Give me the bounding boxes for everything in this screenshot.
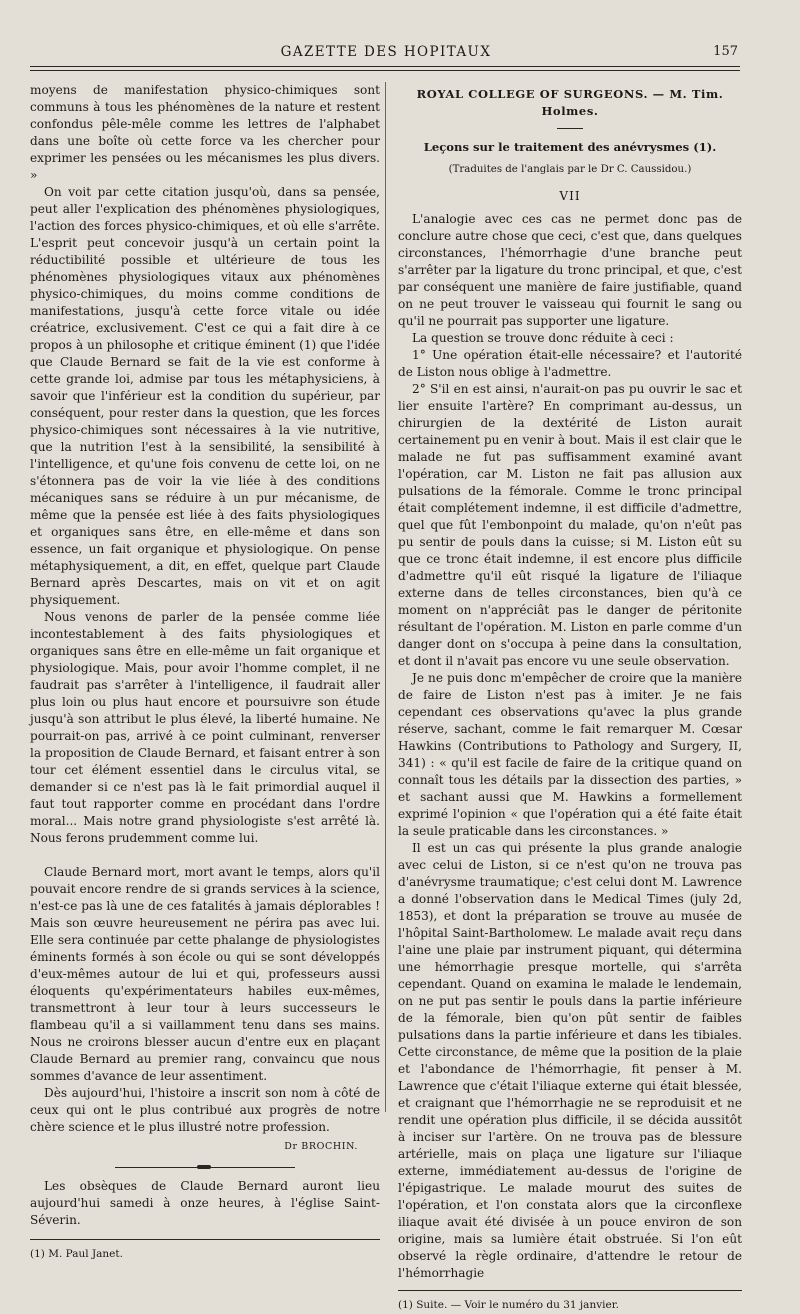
paragraph: Il est un cas qui présente la plus grande analogie avec celui de Liston, si ce n'est qu'on ne trouva pas d'anévrysme traumatique; c'est celui dont M. Lawrence a donné l'observation dans le Medical Times (july 2d, 1853), et dont la préparation se trouve au musée de l'hôpital Saint-Bartholomew. Le malade avait reçu dans l'aine une plaie par instrument piquant, qui détermina une hémorrhagie presque mortelle, qui s'arrêta cependant. Quand on examina le malade le lendemain, on ne put pas sentir le pouls dans la partie inférieure de la fémorale, bien qu'on pût sentir de faibles pulsations dans la partie inférieure et dans les tibiales. Cette circonstance, de même que la position de la plaie et l'abondance de l'hémorrhagie, fit penser à M. Lawrence que c'était l'iliaque externe qui était blessée, et craignant que l'hémorrhagie ne se reproduisit et ne rendit une opération plus difficile, il se décida aussitôt à inciser sur l'artère. On ne trouva pas de blessure artérielle, mais on plaça une ligature sur l'iliaque externe, immédiatement au-dessus de l'origine de l'épigastrique. Le malade mourut des suites de l'opération, et l'on constata alors que la circonflexe iliaque avait été divisée à un pouce environ de son origine, mais sa lumière était obstruée. Si l'on eût observé la règle ordinaire, d'attendre le retour de l'hémorrhagie [398,841,742,1280]
header-rule-thin [30,70,740,71]
paragraph: moyens de manifestation physico-chimiques sont communs à tous les phénomènes de la nature et restent confondus pêle-mêle comme les lettres de l'alphabet dans une boîte où cette force va les chercher pour exprimer les pensées ou les mécanismes les plus divers. » [30,83,380,182]
journal-title: GAZETTE DES HOPITAUX [280,44,492,60]
footnote-rule [398,1290,742,1291]
paragraph: L'analogie avec ces cas ne permet donc pas de conclure autre chose que ceci, c'est que, dans quelques circonstances, l'hémorrhagie d'une branche peut s'arrêter par la ligature du tronc principal, et que, c'est par conséquent une manière de faire justifiable, quand on ne peut trouver le vaisseau qui fournit le sang ou qu'il ne pourrait pas supporter une ligature. [398,212,742,328]
short-rule [557,128,583,129]
chapter-number: VII [559,189,581,203]
header-rule [30,66,740,67]
footnote: (1) Suite. — Voir le numéro du 31 janvier. [398,1299,619,1311]
obseques-notice: Les obsèques de Claude Bernard auront lieu aujourd'hui samedi à onze heures, à l'église Saint-Séverin. [30,1179,380,1227]
paragraph: Dès aujourd'hui, l'histoire a inscrit son nom à côté de ceux qui ont le plus contribué aux progrès de notre chère science et le plus illustré notre profession. [30,1086,380,1134]
paragraph: Nous venons de parler de la pensée comme liée incontestablement à des faits physiologiques et organiques sans être en elle-même un fait organique et physiologique. Mais, pour avoir l'homme complet, il ne faudrait pas s'arrêter à l'intelligence, il faudrait aller plus loin ou plus haut encore et poursuivre son étude jusqu'à son attribut le plus élevé, la liberté humaine. Ne pourrait-on pas, arrivé à ce point culminant, renverser la proposition de Claude Bernard, et faisant entrer à son tour cet élément essentiel dans le circulus vital, se demander si ce n'est pas là le fait primordial auquel il faut tout rapporter comme en procédant dans l'ordre moral... Mais notre grand physiologiste s'est arrêté là. Nous ferons prudemment comme lui. [30,610,380,845]
footnote-rule [30,1239,380,1240]
section-title: ROYAL COLLEGE OF SURGEONS. — M. Tim. Holmes. [416,87,724,118]
paragraph: Je ne puis donc m'empêcher de croire que la manière de faire de Liston n'est pas à imiter. Je ne fais cependant ces observations qu'avec la plus grande réserve, sachant, comme le fait remarquer M. Cœsar Hawkins (Contributions to Pathology and Surgery, II, 341) : « qu'il est facile de faire de la critique quand on connaît tous les détails par la dissection des parties, » et sachant aussi que M. Hawkins a formellement exprimé l'opinion « que l'opération qui a été faite était la seule praticable dans les circonstances. » [398,671,742,838]
author-signature: Dr BROCHIN. [284,1141,358,1152]
left-column [30,82,380,1263]
paragraph: Claude Bernard mort, mort avant le temps, alors qu'il pouvait encore rendre de si grands services à la science, n'est-ce pas là une de ces fatalités à jamais déplorables ! Mais son œuvre heureusement ne périra pas avec lui. Elle sera continuée par cette phalange de physiologistes éminents formés à son école ou qui se sont développés d'eux-mêmes autour de lui et qui, professeurs aussi éloquents qu'expérimentateurs habiles eux-mêmes, transmettront à leur tour à leurs successeurs le flambeau qu'il a si vaillamment tenu dans ses mains. Nous ne croirons blesser aucun d'entre eux en plaçant Claude Bernard au premier rang, convaincu que nous sommes d'avance de leur assentiment. [30,865,380,1083]
paragraph: La question se trouve donc réduite à ceci : [412,331,674,345]
translation-credit: (Traduites de l'anglais par le Dr C. Caussidou.) [448,164,692,175]
separator-ornament [115,1167,295,1168]
footnote: (1) M. Paul Janet. [30,1248,123,1260]
column-divider [385,82,386,1112]
paragraph: On voit par cette citation jusqu'où, dans sa pensée, peut aller l'explication des phénomènes physiologiques, l'action des forces physico-chimiques, et où elle s'arrête. L'esprit peut concevoir jusqu'à un certain point la réductibilité possible et ultérieure de tous les phénomènes physiologiques vitaux aux phénomènes physico-chimiques, du moins comme conditions de manifestations, jusqu'à cette force vitale ou idée créatrice, exclusivement. C'est ce qui a fait dire à ce propos à un philosophe et critique éminent (1) que l'idée que Claude Bernard se fait de la vie est conforme à cette grande loi, admise par tous les métaphysiciens, à savoir que l'inférieur est la condition du supérieur, par conséquent, pour rester dans la question, que les forces physico-chimiques sont nécessaires à la vie nutritive, que la nutrition l'est à la sensibilité, la sensibilité à l'intelligence, et qu'une fois convenu de cette loi, on ne s'étonnera pas de voir la vie liée à des conditions mécaniques sans se réduire à un pur mécanisme, de même que la pensée est liée à des faits physiologiques et organiques sans être, en elle-même et dans son essence, un fait organique et physiologique. On pense métaphysiquement, a dit, en effet, quelque part Claude Bernard après Descartes, mais on vit et on agit physiquement. [30,185,380,607]
lecture-title: Leçons sur le traitement des anévrysmes (1). [423,140,717,154]
page-header [30,44,742,64]
paragraph: 1° Une opération était-elle nécessaire? et l'autorité de Liston nous oblige à l'admettre. [398,348,742,379]
paragraph: 2° S'il en est ainsi, n'aurait-on pas pu ouvrir le sac et lier ensuite l'artère? En comprimant au-dessus, un chirurgien de la dextérité de Liston aurait certainement pu en venir à bout. Mais il est clair que le malade ne fut pas suffisamment examiné avant l'opération, car M. Liston ne fait pas allusion aux pulsations de la fémorale. Comme le tronc principal était complétement indemne, il est difficile d'admettre, quel que fût l'embonpoint du malade, qu'on n'eût pas pu sentir de pouls dans la cuisse; si M. Liston eût su que ce tronc était indemne, il est encore plus difficile d'admettre qu'il eût risqué la ligature de l'iliaque externe dans de telles circonstances, bien qu'à ce moment on n'appréciât pas le danger de péritonite résultant de l'opération. M. Liston en parle comme d'un danger dont on s'occupa à peine dans la consultation, et dont il n'avait pas encore vu une seule observation. [398,382,742,668]
right-column [398,82,742,1314]
page-number: 157 [713,44,738,59]
